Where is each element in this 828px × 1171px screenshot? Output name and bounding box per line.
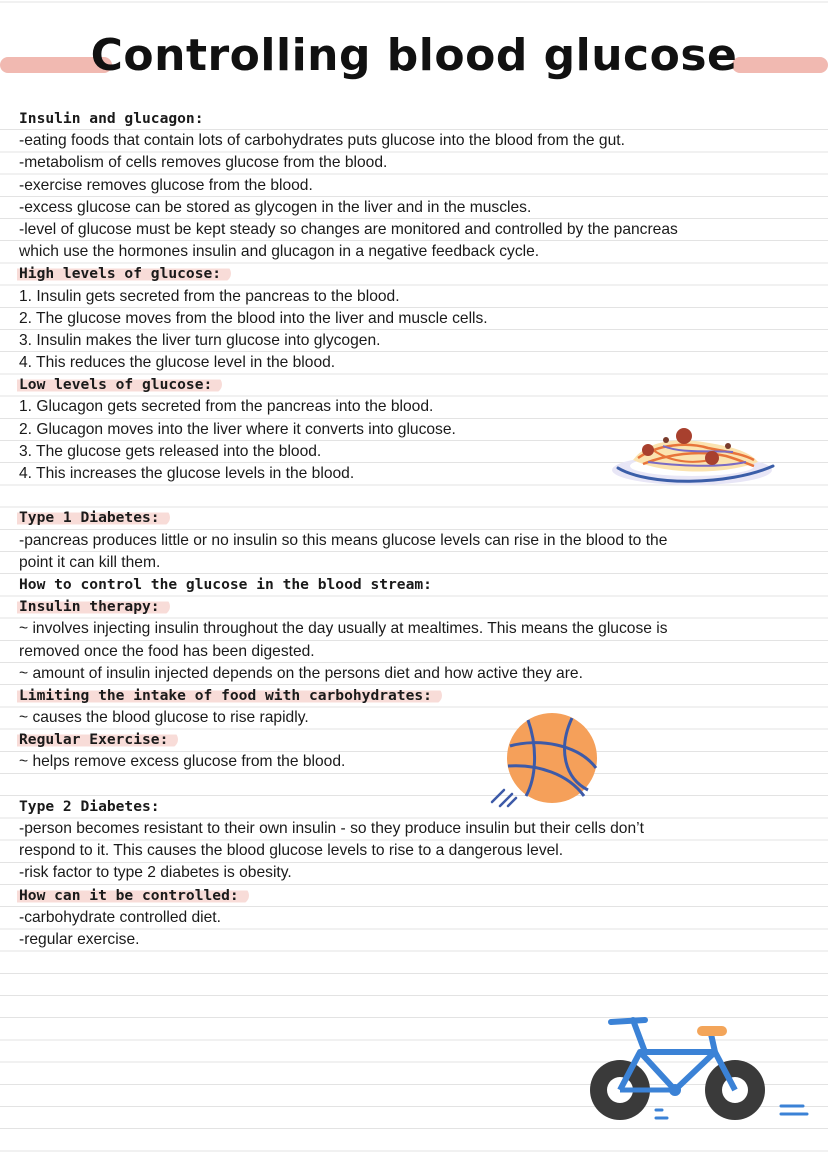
text-line: -pancreas produces little or no insulin so this means glucose levels can rise in the blood to the <box>19 531 668 549</box>
section-heading-control: How to control the glucose in the blood stream: <box>19 575 432 593</box>
text-line: -eating foods that contain lots of carbohydrates puts glucose into the blood from the gut. <box>19 132 625 150</box>
text-line: ~ causes the blood glucose to rise rapidly. <box>19 709 309 727</box>
title-area <box>0 22 828 102</box>
text-line: -metabolism of cells removes glucose from the blood. <box>19 154 388 172</box>
text-line: -person becomes resistant to their own insulin - so they produce insulin but their cells don’t <box>19 820 644 837</box>
bicycle-icon <box>585 1010 815 1125</box>
text-line: 3. The glucose gets released into the blood. <box>19 442 322 460</box>
text-line: -excess glucose can be stored as glycogen in the liver and in the muscles. <box>19 198 532 216</box>
text-line: removed once the food has been digested. <box>19 642 315 660</box>
text-line: -level of glucose must be kept steady so changes are monitored and controlled by the pancreas <box>19 220 678 238</box>
text-line: -exercise removes glucose from the blood. <box>19 176 313 194</box>
section-heading-regular-exercise: Regular Exercise: <box>19 729 819 751</box>
text-line: 4. This reduces the glucose level in the blood. <box>19 354 336 372</box>
section-heading-how-controlled: How can it be controlled: <box>19 885 819 907</box>
section-heading-type2-diabetes: Type 2 Diabetes: <box>19 797 160 815</box>
text-line: -regular exercise. <box>19 930 140 948</box>
text-line: 1. Insulin gets secreted from the pancreas to the blood. <box>19 287 400 305</box>
spaghetti-icon <box>608 420 780 492</box>
text-line: respond to it. This causes the blood glucose levels to rise to a dangerous level. <box>19 842 564 860</box>
section-heading-low-glucose: Low levels of glucose: <box>19 374 819 396</box>
text-line: 4. This increases the glucose levels in the blood. <box>19 465 355 482</box>
text-line: 3. Insulin makes the liver turn glucose into glycogen. <box>19 331 381 349</box>
text-line: ~ amount of insulin injected depends on the persons diet and how active they are. <box>19 664 583 682</box>
text-line: 2. Glucagon moves into the liver where it converts into glucose. <box>19 420 456 438</box>
text-line: ~ helps remove excess glucose from the blood. <box>19 753 346 771</box>
section-heading-limiting-carbs: Limiting the intake of food with carbohydrates: <box>19 685 819 707</box>
section-heading-high-glucose: High levels of glucose: <box>19 263 819 285</box>
notes-body <box>19 108 819 951</box>
section-heading-insulin-glucagon: Insulin and glucagon: <box>19 110 204 127</box>
text-line: -risk factor to type 2 diabetes is obesity. <box>19 864 292 882</box>
text-line: 2. The glucose moves from the blood into the liver and muscle cells. <box>19 309 488 327</box>
basketball-icon <box>488 708 604 810</box>
text-line: point it can kill them. <box>19 553 161 571</box>
section-heading-type1-diabetes: Type 1 Diabetes: <box>19 507 819 529</box>
text-line: which use the hormones insulin and glucagon in a negative feedback cycle. <box>19 243 540 261</box>
text-line: ~ involves injecting insulin throughout the day usually at mealtimes. This means the glucose is <box>19 620 668 638</box>
text-line: -carbohydrate controlled diet. <box>19 908 221 926</box>
text-line: 1. Glucagon gets secreted from the pancreas into the blood. <box>19 398 434 416</box>
page-title: Controlling blood glucose <box>90 30 738 81</box>
section-heading-insulin-therapy: Insulin therapy: <box>19 596 819 618</box>
